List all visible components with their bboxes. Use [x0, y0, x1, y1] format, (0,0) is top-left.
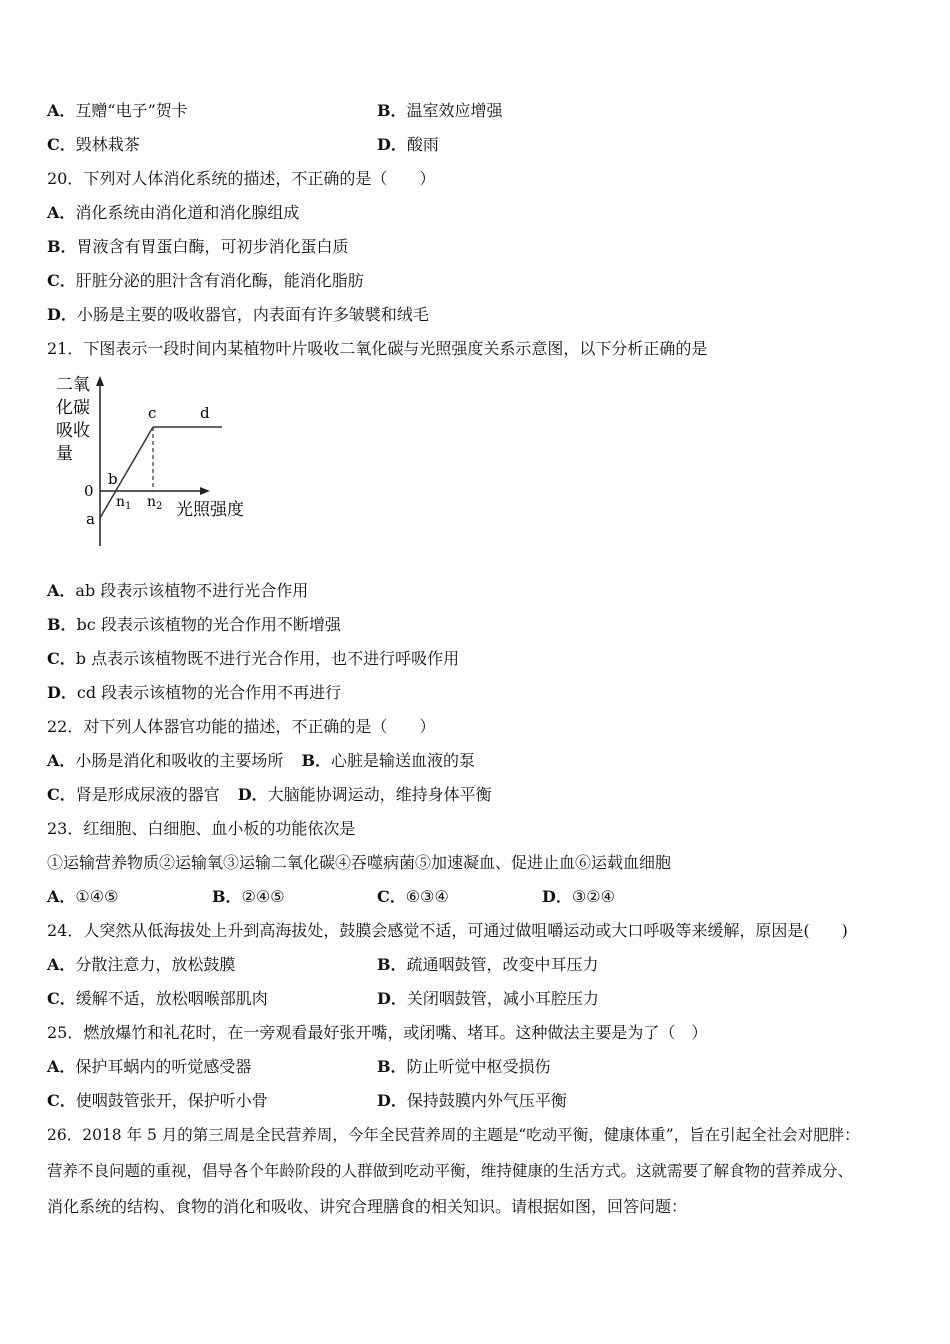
y-axis-label-line-1: 二氧	[56, 375, 90, 395]
point-b-label: b	[108, 470, 118, 488]
n1-subscript: 1	[125, 501, 132, 512]
q20-option-c: C．肝脏分泌的胆汁含有消化酶，能消化脂肪	[47, 271, 364, 290]
y-axis-label-line-2: 化碳	[56, 398, 90, 418]
q25-option-a: A．保护耳蜗内的听觉感受器	[47, 1057, 252, 1076]
origin-label: 0	[84, 482, 94, 500]
n2-label	[147, 494, 162, 512]
q26-line-1: 26．2018 年 5 月的第三周是全民营养周，今年全民营养周的主题是“吃动平衡，健康体重”，旨在引起全社会对肥胖：	[47, 1126, 860, 1144]
q24-option-d: D．关闭咽鼓管，减小耳腔压力	[377, 989, 599, 1008]
q26-line-2: 营养不良问题的重视，倡导各个年龄阶段的人群做到吃动平衡，维持健康的生活方式。这就需要了解食物的营养成分、	[47, 1162, 854, 1180]
q24-option-c: C．缓解不适，放松咽喉部肌肉	[47, 989, 268, 1008]
q21-option-d: D．cd 段表示该植物的光合作用不再进行	[47, 683, 342, 702]
y-axis-label-line-3: 吸收	[56, 421, 90, 441]
q21-option-c: C．b 点表示该植物既不进行光合作用，也不进行呼吸作用	[47, 649, 460, 668]
q23-option-d: D．③②④	[542, 887, 615, 906]
x-axis-arrow	[200, 487, 210, 495]
q26-line-3: 消化系统的结构、食物的消化和吸收、讲究合理膳食的相关知识。请根据如图，回答问题：	[47, 1197, 688, 1216]
q24-option-a: A．分散注意力，放松鼓膜	[47, 955, 236, 974]
q22-options-row-2: C．肾是形成尿液的器官 D．大脑能协调运动，维持身体平衡	[47, 785, 492, 804]
q20-option-a: A．消化系统由消化道和消化腺组成	[47, 203, 300, 222]
q19-option-c: C．毁林栽茶	[47, 135, 140, 154]
q25-option-d: D．保持鼓膜内外气压平衡	[377, 1091, 567, 1110]
n1-letter: n	[116, 494, 126, 510]
q24-option-b: B．疏通咽鼓管，改变中耳压力	[377, 955, 599, 974]
q20-option-b: B．胃液含有胃蛋白酶，可初步消化蛋白质	[47, 237, 349, 256]
q20-option-d: D．小肠是主要的吸收器官，内表面有许多皱襞和绒毛	[47, 305, 429, 324]
co2-light-graph	[48, 368, 268, 558]
q23-option-c: C．⑥③④	[377, 887, 449, 906]
q19-option-a: A．互赠“电子”贺卡	[47, 101, 188, 120]
q22-stem: 22．对下列人体器官功能的描述，不正确的是（ ）	[47, 717, 436, 736]
y-axis-label-line-4: 量	[56, 444, 73, 464]
point-c-label: c	[148, 404, 157, 422]
n2-letter: n	[147, 494, 157, 510]
q23-stem: 23．红细胞、白细胞、血小板的功能依次是	[47, 819, 356, 838]
n2-subscript: 2	[156, 501, 163, 512]
q25-stem: 25．燃放爆竹和礼花时，在一旁观看最好张开嘴，或闭嘴、堵耳。这种做法主要是为了（ ）	[47, 1023, 708, 1042]
q23-option-b: B．②④⑤	[212, 887, 285, 906]
q23-option-a: A．①④⑤	[47, 887, 119, 906]
q19-option-b: B．温室效应增强	[377, 101, 503, 120]
q20-stem: 20．下列对人体消化系统的描述，不正确的是（ ）	[47, 169, 436, 188]
q25-option-c: C．使咽鼓管张开，保护听小骨	[47, 1091, 268, 1110]
q21-option-a: A．ab 段表示该植物不进行光合作用	[47, 581, 309, 600]
q25-option-b: B．防止听觉中枢受损伤	[377, 1057, 551, 1076]
y-axis-arrow	[96, 376, 104, 386]
point-a-label: a	[86, 510, 95, 528]
x-axis-label: 光照强度	[176, 500, 244, 520]
q21-stem: 21．下图表示一段时间内某植物叶片吸收二氧化碳与光照强度关系示意图，以下分析正确的是	[47, 339, 708, 358]
point-d-label: d	[200, 404, 210, 422]
n1-label	[116, 494, 131, 512]
q23-items: ①运输营养物质②运输氧③运输二氧化碳④吞噬病菌⑤加速凝血、促进止血⑥运载血细胞	[47, 853, 672, 872]
q22-options-row-1: A．小肠是消化和吸收的主要场所 B．心脏是输送血液的泵	[47, 751, 475, 770]
q19-option-d: D．酸雨	[377, 135, 439, 154]
q24-stem: 24．人突然从低海拔处上升到高海拔处，鼓膜会感觉不适，可通过做咀嚼运动或大口呼吸等来缓解，原因是( )	[47, 921, 848, 940]
q21-option-b: B．bc 段表示该植物的光合作用不断增强	[47, 615, 341, 634]
